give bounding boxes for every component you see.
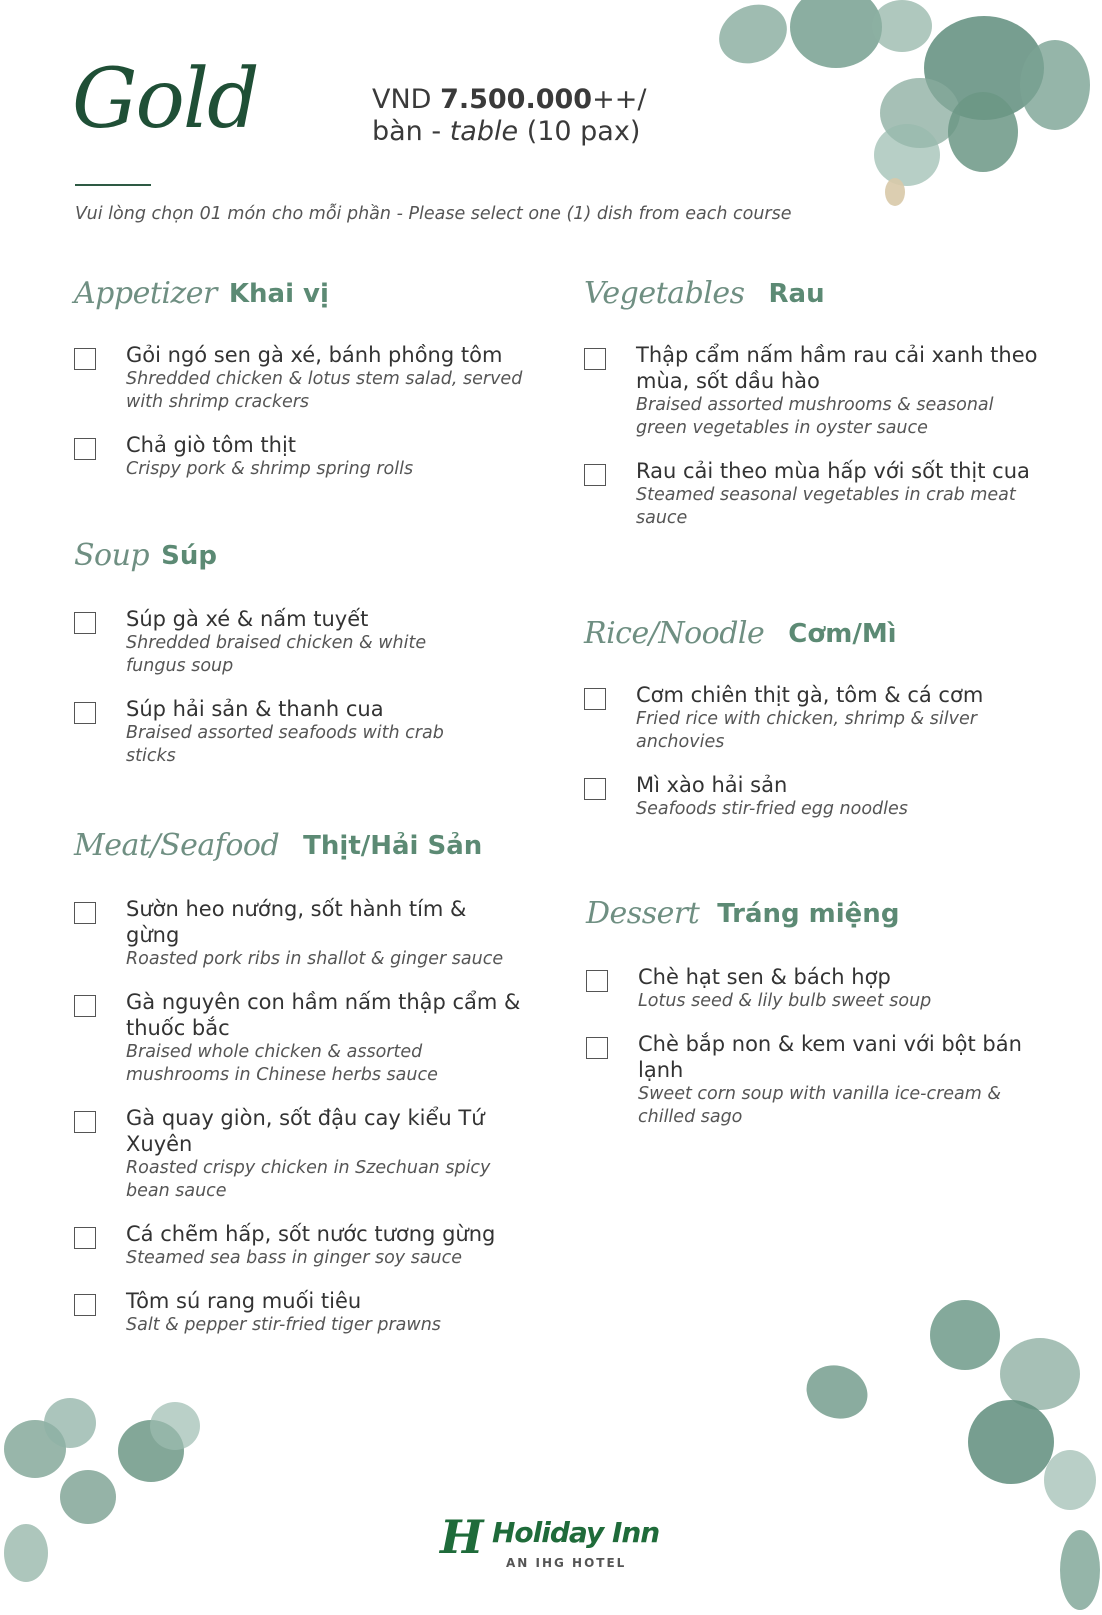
section-script-title: Appetizer bbox=[74, 276, 217, 311]
dish-name-vn: Cá chẽm hấp, sốt nước tương gừng bbox=[126, 1222, 496, 1246]
section-viet-title: Cơm/Mì bbox=[788, 618, 897, 649]
item-checkbox[interactable] bbox=[74, 438, 96, 460]
section-heading bbox=[584, 616, 1044, 672]
dish-name-vn: Gỏi ngó sen gà xé, bánh phồng tôm bbox=[126, 343, 503, 367]
menu-item bbox=[74, 342, 544, 414]
item-checkbox[interactable] bbox=[74, 702, 96, 724]
dish-name-en: Shredded chicken & lotus stem salad, served with shrimp crackers bbox=[126, 369, 523, 412]
dish-name-vn: Gà nguyên con hầm nấm thập cẩm & thuốc bắc bbox=[126, 990, 521, 1040]
dish-name-vn: Súp gà xé & nấm tuyết bbox=[126, 607, 369, 631]
price-suffix: ++/ bbox=[592, 84, 647, 115]
selection-instruction: Vui lòng chọn 01 món cho mỗi phần - Please select one (1) dish from each course bbox=[75, 204, 792, 224]
ihg-tagline: AN IHG HOTEL bbox=[506, 1556, 627, 1570]
dish-name-en: Sweet corn soup with vanilla ice-cream & chilled sago bbox=[638, 1084, 1002, 1127]
section-script-title: Vegetables bbox=[584, 276, 745, 311]
dish-name-vn: Chè bắp non & kem vani với bột bán lạnh bbox=[638, 1032, 1022, 1082]
price-line-2 bbox=[372, 116, 646, 148]
menu-item bbox=[584, 772, 1044, 821]
dish-name-en: Steamed seasonal vegetables in crab meat sauce bbox=[636, 485, 1016, 528]
dish-name-en: Braised assorted mushrooms & seasonal green vegetables in oyster sauce bbox=[636, 395, 994, 438]
dish-name-vn: Chè hạt sen & bách hợp bbox=[638, 965, 891, 989]
item-checkbox[interactable] bbox=[74, 612, 96, 634]
dish-name-en: Seafoods stir-fried egg noodles bbox=[636, 799, 908, 819]
section-viet-title: Tráng miệng bbox=[717, 898, 900, 929]
dish-name-en: Shredded braised chicken & white fungus soup bbox=[126, 633, 427, 676]
section-meat-seafood bbox=[74, 828, 524, 1355]
item-checkbox[interactable] bbox=[584, 348, 606, 370]
section-script-title: Meat/Seafood bbox=[74, 828, 280, 863]
section-heading bbox=[74, 538, 474, 594]
section-script-title: Rice/Noodle bbox=[584, 616, 765, 651]
section-heading bbox=[586, 896, 1046, 952]
dish-name-en: Roasted crispy chicken in Szechuan spicy bean sauce bbox=[126, 1158, 491, 1201]
menu-item bbox=[74, 432, 544, 481]
title-underline bbox=[75, 184, 151, 186]
price-amount: 7.500.000 bbox=[440, 84, 593, 115]
price-line-1 bbox=[372, 84, 646, 116]
price-unit-vn: bàn - bbox=[372, 116, 450, 147]
price-unit-en: table bbox=[449, 116, 519, 147]
dish-name-en: Salt & pepper stir-fried tiger prawns bbox=[126, 1315, 441, 1335]
dish-name-vn: Chả giò tôm thịt bbox=[126, 433, 297, 457]
menu-item bbox=[586, 964, 1046, 1013]
section-heading bbox=[584, 276, 1044, 332]
dish-name-vn: Rau cải theo mùa hấp với sốt thịt cua bbox=[636, 459, 1030, 483]
dish-name-en: Steamed sea bass in ginger soy sauce bbox=[126, 1248, 463, 1268]
menu-item bbox=[586, 1031, 1046, 1129]
section-script-title: Soup bbox=[74, 538, 150, 573]
dish-name-en: Lotus seed & lily bulb sweet soup bbox=[638, 991, 932, 1011]
menu-item bbox=[584, 342, 1044, 440]
holiday-inn-h-mark: H bbox=[440, 1510, 484, 1564]
dish-name-vn: Cơm chiên thịt gà, tôm & cá cơm bbox=[636, 683, 984, 707]
price-currency: VND bbox=[372, 84, 432, 115]
menu-item bbox=[74, 606, 474, 678]
menu-item bbox=[74, 1221, 524, 1270]
item-checkbox[interactable] bbox=[74, 1111, 96, 1133]
dish-name-vn: Súp hải sản & thanh cua bbox=[126, 697, 384, 721]
section-viet-title: Thịt/Hải Sản bbox=[303, 830, 483, 861]
dish-name-vn: Gà quay giòn, sốt đậu cay kiểu Tứ Xuyên bbox=[126, 1106, 485, 1156]
dish-name-en: Braised whole chicken & assorted mushrooms in Chinese herbs sauce bbox=[126, 1042, 438, 1085]
dish-name-en: Fried rice with chicken, shrimp & silver anchovies bbox=[636, 709, 977, 752]
section-viet-title: Rau bbox=[768, 278, 825, 309]
menu-item bbox=[74, 1288, 524, 1337]
section-viet-title: Khai vị bbox=[228, 278, 329, 309]
section-vegetables bbox=[584, 276, 1044, 548]
dish-name-vn: Tôm sú rang muối tiêu bbox=[126, 1289, 362, 1313]
dish-name-en: Braised assorted seafoods with crab sticks bbox=[126, 723, 444, 766]
section-dessert bbox=[586, 896, 1046, 1147]
menu-item bbox=[74, 989, 524, 1087]
section-script-title: Dessert bbox=[586, 896, 700, 931]
dish-name-vn: Mì xào hải sản bbox=[636, 773, 788, 797]
gold-title-script: Gold bbox=[72, 52, 258, 147]
menu-item bbox=[584, 682, 1044, 754]
menu-item bbox=[74, 696, 474, 768]
holiday-inn-wordmark: Holiday Inn bbox=[492, 1516, 660, 1549]
item-checkbox[interactable] bbox=[74, 348, 96, 370]
section-rice-noodle bbox=[584, 616, 1044, 839]
section-viet-title: Súp bbox=[161, 540, 217, 571]
menu-item bbox=[584, 458, 1044, 530]
section-heading bbox=[74, 276, 544, 332]
item-checkbox[interactable] bbox=[74, 902, 96, 924]
dish-name-vn: Thập cẩm nấm hầm rau cải xanh theo mùa, sốt dầu hào bbox=[636, 343, 1038, 393]
item-checkbox[interactable] bbox=[584, 688, 606, 710]
section-soup bbox=[74, 538, 474, 786]
dish-name-en: Roasted pork ribs in shallot & ginger sauce bbox=[126, 949, 504, 969]
section-heading bbox=[74, 828, 524, 884]
dish-name-vn: Sườn heo nướng, sốt hành tím & gừng bbox=[126, 897, 467, 947]
section-appetizer bbox=[74, 276, 544, 499]
menu-item bbox=[74, 1105, 524, 1203]
menu-item bbox=[74, 896, 524, 971]
item-checkbox[interactable] bbox=[584, 778, 606, 800]
item-checkbox[interactable] bbox=[586, 970, 608, 992]
price-pax: (10 pax) bbox=[518, 116, 641, 147]
dish-name-en: Crispy pork & shrimp spring rolls bbox=[126, 459, 414, 479]
item-checkbox[interactable] bbox=[74, 1294, 96, 1316]
item-checkbox[interactable] bbox=[74, 995, 96, 1017]
item-checkbox[interactable] bbox=[74, 1227, 96, 1249]
price-block bbox=[372, 84, 646, 148]
item-checkbox[interactable] bbox=[584, 464, 606, 486]
item-checkbox[interactable] bbox=[586, 1037, 608, 1059]
